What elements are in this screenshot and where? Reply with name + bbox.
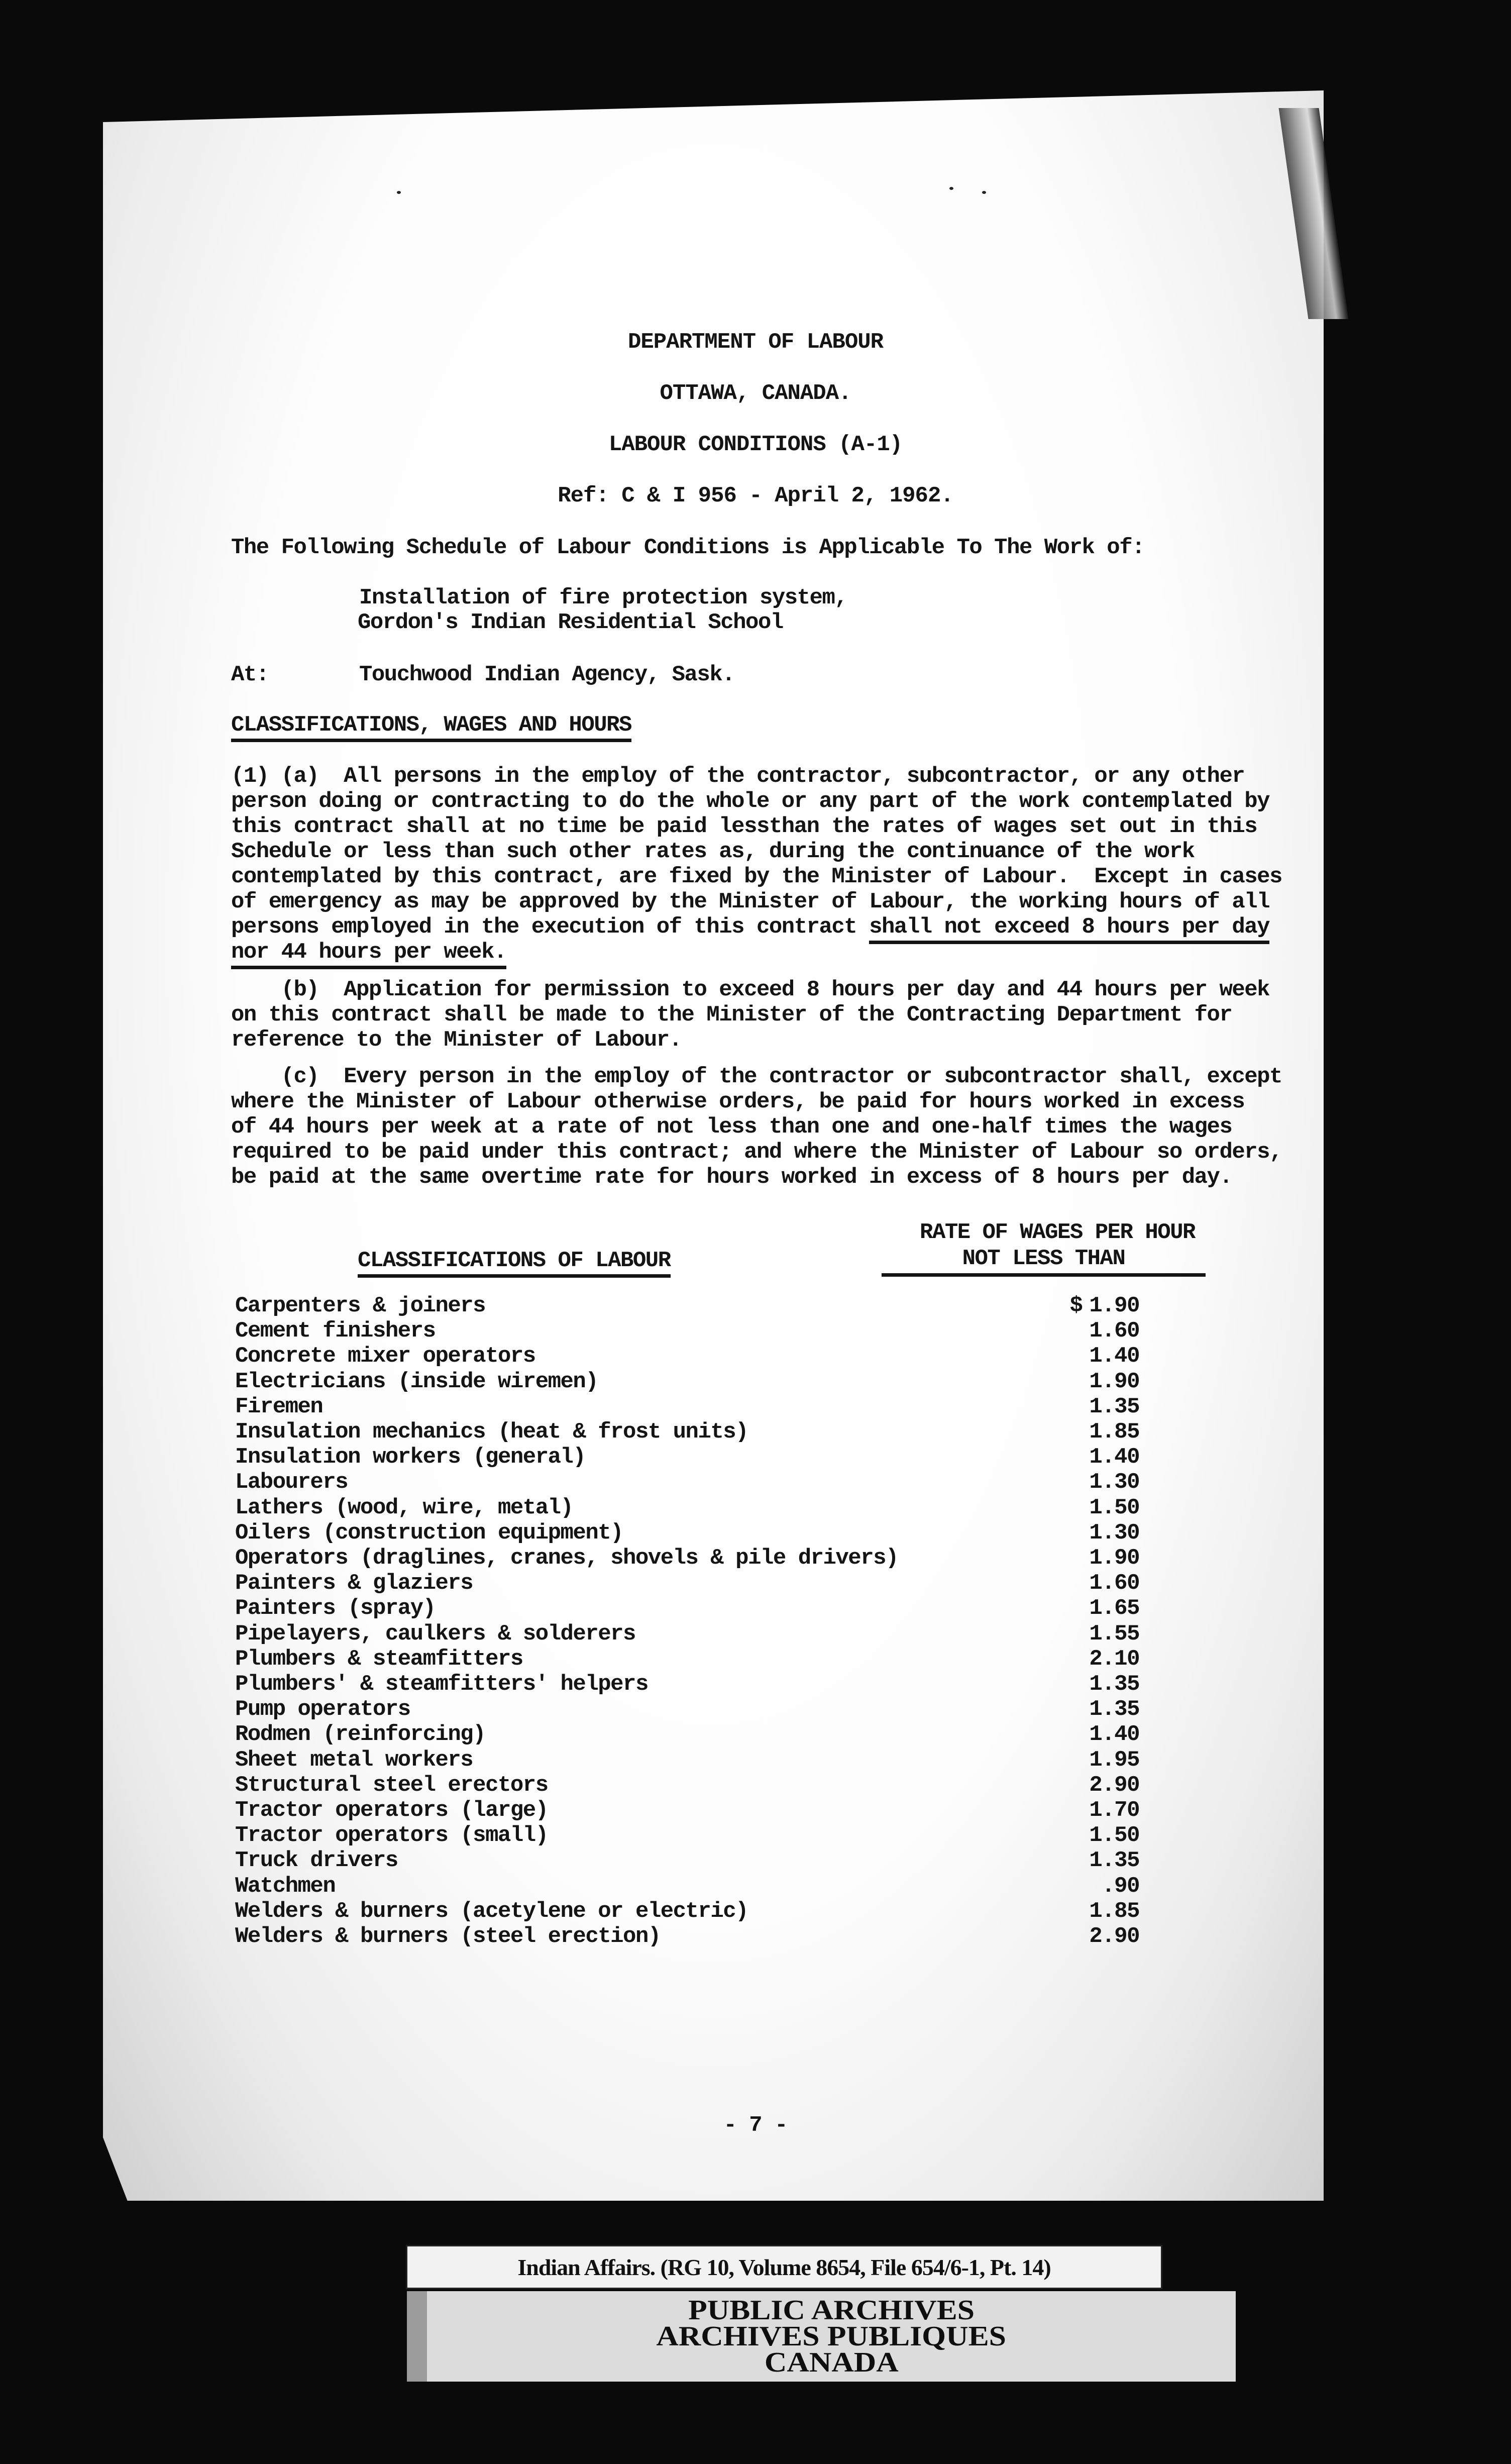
paragraph-line: (b) Application for permission to exceed 8 hours per day and 44 hours per week (231, 977, 1270, 1002)
table-row (235, 1874, 1139, 1899)
paragraph-line: required to be paid under this contract; and where the Minister of Labour so orders, (231, 1140, 1282, 1165)
table-row (235, 1293, 1139, 1318)
paragraph-c (231, 1064, 1282, 1190)
classification-cell: Tractor operators (large) (235, 1798, 548, 1823)
table-row (235, 1848, 1139, 1873)
stamp-line: CANADA (764, 2347, 899, 2378)
speck (982, 191, 986, 194)
table-row (235, 1722, 1139, 1747)
rate-value: 1.50 (1089, 1495, 1139, 1520)
rate-cell (1039, 1924, 1139, 1949)
rate-cell (1039, 1773, 1139, 1798)
table-row (235, 1773, 1139, 1798)
rate-cell (1039, 1798, 1139, 1823)
rate-cell (1039, 1445, 1139, 1470)
paragraph-a (231, 764, 1282, 965)
paragraph-b (231, 977, 1269, 1053)
classification-cell: Firemen (235, 1394, 323, 1419)
rate-cell (1039, 1470, 1139, 1495)
rate-value: 1.60 (1089, 1318, 1139, 1344)
rate-cell (1039, 1546, 1139, 1571)
paragraph-line: where the Minister of Labour otherwise orders, be paid for hours worked in excess (231, 1089, 1245, 1114)
paragraph-line: reference to the Minister of Labour. (231, 1028, 682, 1053)
rate-value: 1.85 (1089, 1419, 1139, 1445)
table-row (235, 1621, 1139, 1647)
table-row (235, 1647, 1139, 1672)
rate-cell (1039, 1621, 1139, 1647)
currency-symbol: $ (1069, 1293, 1083, 1318)
paragraph-line: person doing or contracting to do the whole or any part of the work contemplated by (231, 789, 1270, 814)
rate-value: 1.35 (1089, 1672, 1139, 1697)
paragraph-line: be paid at the same overtime rate for hours worked in excess of 8 hours per day. (231, 1165, 1232, 1190)
rate-cell (1039, 1874, 1139, 1899)
rate-cell (1039, 1520, 1139, 1546)
page-number: - 7 - (723, 2113, 788, 2138)
classification-cell: Electricians (inside wiremen) (235, 1369, 598, 1394)
classification-cell: Rodmen (reinforcing) (235, 1722, 486, 1748)
classification-cell: Watchmen (235, 1873, 336, 1899)
section-heading: CLASSIFICATIONS, WAGES AND HOURS (231, 712, 631, 742)
public-archives-stamp (407, 2291, 1236, 2382)
hours-limit-underlined: shall not exceed 8 hours per day (869, 914, 1269, 944)
rate-value: 1.65 (1089, 1596, 1139, 1621)
classification-cell: Structural steel erectors (235, 1772, 548, 1798)
classification-cell: Painters & glaziers (235, 1571, 473, 1596)
table-row (235, 1546, 1139, 1571)
rate-value: 1.90 (1089, 1369, 1139, 1394)
table-row (235, 1369, 1139, 1394)
stamp-line: ARCHIVES PUBLIQUES (656, 2321, 1007, 2352)
rate-cell (1039, 1647, 1139, 1672)
table-row (235, 1899, 1139, 1924)
rate-value: 1.40 (1089, 1344, 1139, 1369)
rate-value: 1.70 (1089, 1798, 1139, 1823)
classification-cell: Welders & burners (steel erection) (235, 1924, 661, 1949)
rate-value: .90 (1102, 1873, 1139, 1899)
classification-cell: Lathers (wood, wire, metal) (235, 1495, 573, 1520)
classification-cell: Cement finishers (235, 1318, 436, 1344)
reference-line: Ref: C & I 956 - April 2, 1962. (558, 483, 953, 508)
table-row (235, 1520, 1139, 1546)
table-row (235, 1495, 1139, 1520)
rate-value: 1.95 (1089, 1747, 1139, 1773)
paragraph-line: contemplated by this contract, are fixed by the Minister of Labour. Except in cases (231, 864, 1282, 889)
paragraph-line: this contract shall at no time be paid lessthan the rates of wages set out in this (231, 814, 1257, 839)
rate-value: 1.40 (1089, 1445, 1139, 1470)
speck (397, 191, 401, 194)
paragraph-line: on this contract shall be made to the Minister of the Contracting Department for (231, 1002, 1232, 1028)
rate-value: 2.90 (1089, 1924, 1139, 1949)
rate-value: 1.50 (1089, 1823, 1139, 1849)
classification-cell: Sheet metal workers (235, 1747, 473, 1773)
rate-cell (1039, 1823, 1139, 1848)
rate-cell (1039, 1293, 1139, 1318)
department-heading: DEPARTMENT OF LABOUR (627, 330, 884, 355)
rate-value: 2.90 (1089, 1772, 1139, 1798)
paragraph-line: (1) (a) All persons in the employ of the contractor, subcontractor, or any other (231, 764, 1245, 789)
work-description-line2: Gordon's Indian Residential School (358, 610, 783, 635)
rate-value: 1.90 (1089, 1546, 1139, 1571)
rate-cell (1039, 1672, 1139, 1697)
rate-value: 1.35 (1089, 1848, 1139, 1874)
classification-cell: Welders & burners (acetylene or electric) (235, 1898, 748, 1924)
at-location: Touchwood Indian Agency, Sask. (359, 662, 735, 687)
paragraph-line: persons employed in the execution of this contract (231, 914, 870, 940)
document-title: LABOUR CONDITIONS (A-1) (608, 432, 903, 457)
rate-value: 1.30 (1089, 1470, 1139, 1495)
classification-cell: Insulation mechanics (heat & frost units) (235, 1419, 748, 1445)
classification-cell: Oilers (construction equipment) (235, 1520, 623, 1546)
rate-cell (1039, 1596, 1139, 1621)
rate-value: 2.10 (1089, 1646, 1139, 1672)
rate-cell (1039, 1344, 1139, 1369)
rate-cell (1039, 1571, 1139, 1596)
rate-value: 1.90 (1089, 1293, 1139, 1318)
paragraph-line: Schedule or less than such other rates as, during the continuance of the work (231, 839, 1195, 864)
rate-header-line2: NOT LESS THAN (882, 1246, 1206, 1277)
classification-cell: Plumbers' & steamfitters' helpers (235, 1672, 648, 1697)
rate-value: 1.85 (1089, 1898, 1139, 1924)
work-description-line1: Installation of fire protection system, (359, 585, 847, 610)
rate-value: 1.40 (1089, 1722, 1139, 1748)
table-row (235, 1571, 1139, 1596)
rate-cell (1039, 1369, 1139, 1394)
archive-reference-text: Indian Affairs. (RG 10, Volume 8654, File 654/6-1, Pt. 14) (517, 2254, 1051, 2280)
classification-cell: Plumbers & steamfitters (235, 1646, 523, 1672)
classification-header: CLASSIFICATIONS OF LABOUR (358, 1248, 671, 1278)
table-row (235, 1672, 1139, 1697)
rate-value: 1.35 (1089, 1394, 1139, 1419)
table-row (235, 1394, 1139, 1419)
table-row (235, 1318, 1139, 1344)
rate-cell (1039, 1848, 1139, 1873)
classification-cell: Carpenters & joiners (235, 1293, 486, 1318)
table-row (235, 1419, 1139, 1445)
table-row (235, 1924, 1139, 1949)
rate-cell (1039, 1419, 1139, 1445)
stamp-line: PUBLIC ARCHIVES (688, 2295, 975, 2326)
rate-value: 1.55 (1089, 1621, 1139, 1647)
rate-cell (1039, 1697, 1139, 1722)
classification-cell: Labourers (235, 1470, 348, 1495)
rate-cell (1039, 1722, 1139, 1747)
classification-cell: Truck drivers (235, 1848, 398, 1874)
speck (949, 187, 953, 190)
rate-header-line1: RATE OF WAGES PER HOUR (920, 1220, 1195, 1245)
at-label: At: (231, 662, 269, 687)
table-row (235, 1823, 1139, 1848)
rate-cell (1039, 1495, 1139, 1520)
rate-value: 1.60 (1089, 1571, 1139, 1596)
rate-cell (1039, 1394, 1139, 1419)
classification-cell: Pump operators (235, 1697, 410, 1722)
rate-cell (1039, 1899, 1139, 1924)
classification-cell: Painters (spray) (235, 1596, 436, 1621)
paragraph-line: of emergency as may be approved by the Minister of Labour, the working hours of all (231, 889, 1270, 914)
table-row (235, 1344, 1139, 1369)
table-row (235, 1596, 1139, 1621)
intro-line: The Following Schedule of Labour Conditions is Applicable To The Work of: (231, 535, 1145, 560)
classification-cell: Insulation workers (general) (235, 1445, 586, 1470)
weekly-limit-underlined: nor 44 hours per week. (231, 940, 506, 969)
table-row (235, 1748, 1139, 1773)
table-row (235, 1445, 1139, 1470)
classification-cell: Pipelayers, caulkers & solderers (235, 1621, 635, 1647)
rate-value: 1.30 (1089, 1520, 1139, 1546)
location-heading: OTTAWA, CANADA. (660, 381, 851, 406)
table-row (235, 1798, 1139, 1823)
rate-value: 1.35 (1089, 1697, 1139, 1722)
rate-cell (1039, 1748, 1139, 1773)
paragraph-line: of 44 hours per week at a rate of not less than one and one-half times the wages (231, 1114, 1232, 1140)
paragraph-line: (c) Every person in the employ of the contractor or subcontractor shall, except (231, 1064, 1282, 1089)
table-row (235, 1697, 1139, 1722)
table-row (235, 1470, 1139, 1495)
classification-cell: Tractor operators (small) (235, 1823, 548, 1849)
classification-cell: Operators (draglines, cranes, shovels & pile drivers) (235, 1546, 898, 1571)
rate-cell (1039, 1318, 1139, 1344)
archive-reference-label (406, 2245, 1162, 2289)
classification-cell: Concrete mixer operators (235, 1344, 535, 1369)
